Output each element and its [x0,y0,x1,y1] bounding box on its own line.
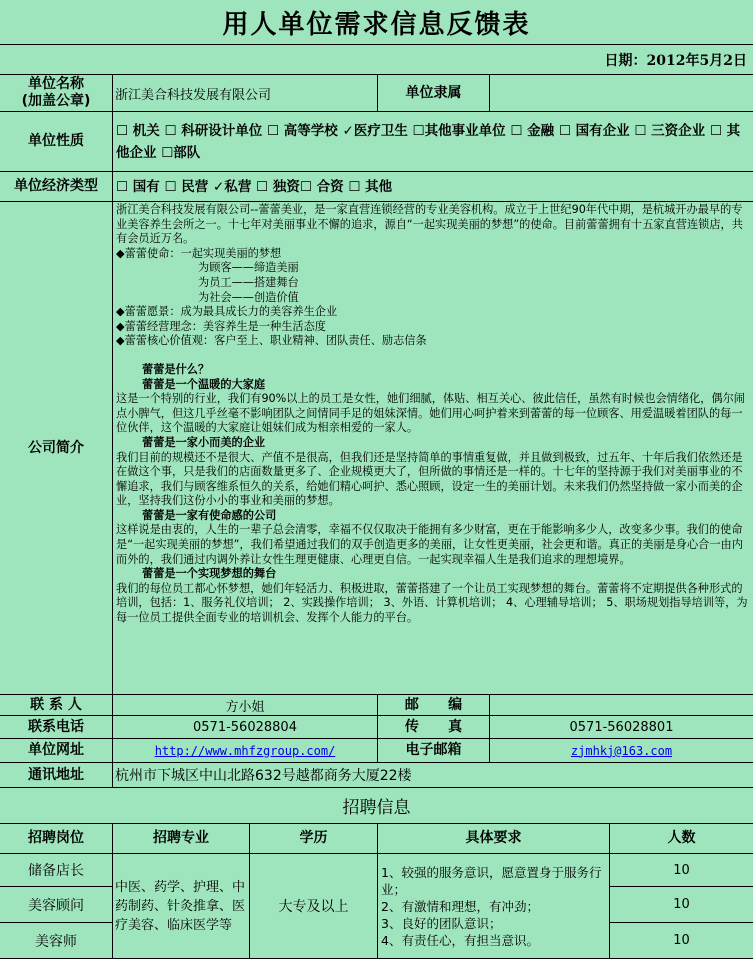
email-label: 电子邮箱 [378,739,490,763]
requirement-item: 4、有责任心，有担当意识。 [381,932,539,948]
intro-question: 蕾蕾是什么？ [142,362,210,376]
requirements-list [378,854,610,959]
header-requirements: 具体要求 [378,824,610,854]
intro-text [113,202,753,695]
unit-name-label-seal: (加盖公章) [21,93,91,109]
website-label: 单位网址 [0,739,113,763]
intro-para-1: 浙江美合科技发展有限公司--蕾蕾美业，是一家直营连锁经营的专业美容机构。成立于上世纪90年代中期，是杭城开办最早的专业美容养生会所之一。十七年对美丽事业不懈的追求，源自“一起实现美丽的梦想”的使命。目前蕾蕾拥有十五家直营连锁店，共有会员近万名。 [116,203,743,246]
count-1: 10 [610,854,753,887]
education-value: 大专及以上 [250,854,378,959]
fax-label: 传 真 [378,716,490,739]
requirement-item: 1、较强的服务意识，愿意置身于服务行业； [381,864,602,897]
header-count: 人数 [610,824,753,854]
form-date: 日期：2012年5月2日 [604,53,747,69]
address-label: 通讯地址 [0,763,113,788]
date-row [0,45,753,75]
requirement-item: 3、良好的团队意识； [381,915,502,931]
header-education: 学历 [250,824,378,854]
intro-vision: ◆蕾蕾愿景：成为最具成长力的美容养生企业 [116,305,338,319]
affiliation-label: 单位隶属 [378,75,490,112]
unit-name-label-text: 单位名称 [28,76,84,92]
contact-person-value[interactable]: 方小姐 [113,695,378,716]
website-link[interactable]: http://www.mhfzgroup.com/ [154,743,336,758]
affiliation-value[interactable] [490,75,753,112]
intro-heading-1: 蕾蕾是一个温暖的大家庭 [142,377,266,391]
phone-value[interactable]: 0571-56028804 [113,716,378,739]
intro-mission-2: 为员工——搭建舞台 [198,275,299,289]
unit-name-value[interactable]: 浙江美合科技发展有限公司 [113,75,378,112]
intro-mission-1: 为顾客——缔造美丽 [198,261,299,275]
intro-para-2: 这是一个特别的行业，我们有90%以上的员工是女性，她们细腻，体贴、相互关心、彼此信任，虽然有时候也会情绪化，偶尔闹点小脾气，但这几乎丝毫不影响团队之间情同手足的姐妹深情。她们用心呵护着来到蕾蕾的每一位顾客、用爱温暖着团队的每一位伙伴，这个温暖的大家庭让姐妹们成为相亲相爱的一家人。 [116,392,745,435]
intro-heading-3: 蕾蕾是一家有使命感的公司 [142,508,277,522]
intro-concept: ◆蕾蕾经营理念：美容养生是一种生活态度 [116,319,326,333]
position-3: 美容师 [0,923,113,959]
count-2: 10 [610,887,753,923]
header-major: 招聘专业 [113,824,250,854]
email-link[interactable]: zjmhkj@163.com [570,743,673,758]
intro-para-5: 我们的每位员工都心怀梦想，她们年轻活力、积极进取，蕾蕾搭建了一个让员工实现梦想的舞台。蕾蕾将不定期提供各种形式的培训，包括：1、服务礼仪培训； 2、实践操作培训； 3、外语、计算机培训； 4、心理辅导培训； 5、职场规划指导培训等，为每一位员工提供全面专业的培训机会、发挥个人能力的平台。 [116,581,748,625]
major-value: 中医、药学、护理、中药制药、针灸推拿、医疗美容、临床医学等 [113,854,250,959]
unit-nature-options[interactable]: ☐ 机关 ☐ 科研设计单位 ☐ 高等学校 ✓医疗卫生 ☐其他事业单位 ☐ 金融 ☐ 国有企业 ☐ 三资企业 ☐ 其他企业 ☐部队 [113,112,753,172]
intro-heading-2: 蕾蕾是一家小而美的企业 [142,435,266,449]
unit-nature-label: 单位性质 [0,112,113,172]
unit-name-label [0,75,113,112]
contact-person-label: 联 系 人 [0,695,113,716]
position-2: 美容顾问 [0,887,113,923]
intro-mission: ◆蕾蕾使命：一起实现美丽的梦想 [116,246,282,260]
header-position: 招聘岗位 [0,824,113,854]
requirement-item: 2、有激情和理想，有冲劲； [381,898,539,914]
intro-heading-4: 蕾蕾是一个实现梦想的舞台 [142,567,277,581]
intro-values: ◆蕾蕾核心价值观：客户至上、职业精神、团队责任、励志信条 [116,334,427,348]
postcode-value[interactable] [490,695,753,716]
website-cell [113,739,378,763]
economic-type-options[interactable]: ☐ 国有 ☐ 民营 ✓私营 ☐ 独资☐ 合资 ☐ 其他 [113,172,753,202]
intro-para-3: 我们目前的规模还不是很大、产值不是很高，但我们还是坚持简单的事情重复做，并且做到极致，过五年、十年后我们依然还是在做这个事，只是我们的店面数量更多了、企业规模更大了，但所做的事情还是一样的。十七年的坚持源于我们对美丽事业的不懈追求，我们与顾客维系恒久的关系，给她们精心呵护、悉心照顾，设定一生的美丽计划。未来我们仍然坚持做一家小而美的企业，坚持我们这份小小的事业和美丽的梦想。 [116,450,743,508]
form-title: 用人单位需求信息反馈表 [0,0,753,45]
economic-type-label: 单位经济类型 [0,172,113,202]
intro-label: 公司简介 [0,202,113,695]
intro-para-4: 这样说是由衷的，人生的一辈子总会清零，幸福不仅仅取决于能拥有多少财富，更在于能影响多少人，改变多少事。我们的使命是“一起实现美丽的梦想”，我们希望通过我们的双手创造更多的美丽，让女性更美丽，社会更和谐。真正的美丽是身心合一由内而外的，我们通过内调外养让女性生理更健康、心理更自信。一起实现幸福人生是我们追求的理想境界。 [116,523,743,566]
address-value[interactable]: 杭州市下城区中山北路632号越都商务大厦22楼 [113,763,753,788]
fax-value[interactable]: 0571-56028801 [490,716,753,739]
phone-label: 联系电话 [0,716,113,739]
position-1: 储备店长 [0,854,113,887]
recruit-title: 招聘信息 [0,788,753,824]
postcode-label: 邮 编 [378,695,490,716]
intro-mission-3: 为社会——创造价值 [198,290,299,304]
email-cell [490,739,753,763]
count-3: 10 [610,923,753,959]
